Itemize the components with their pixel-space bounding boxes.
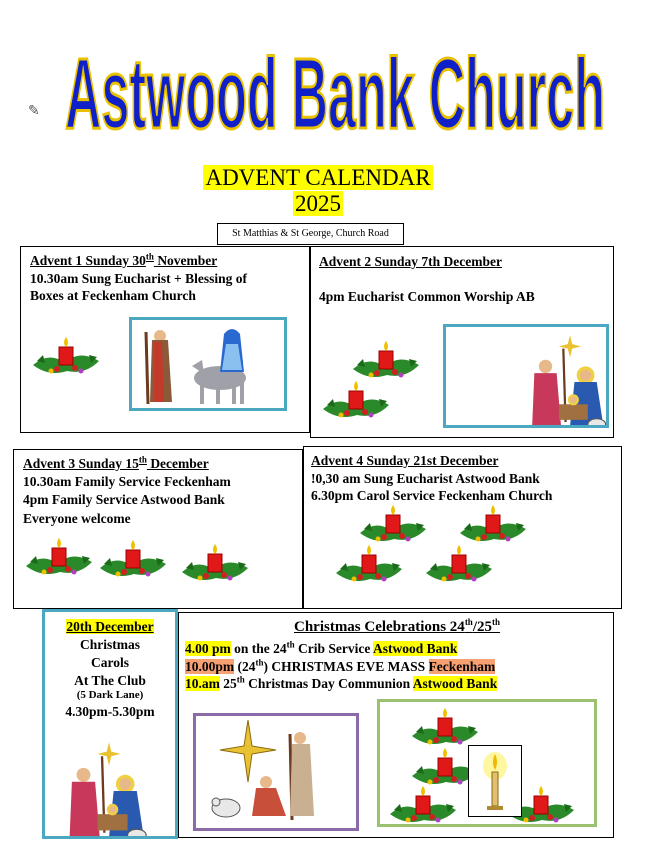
carols-line3: At The Club: [74, 673, 146, 688]
christmas-box: [178, 612, 614, 838]
advent1-line2: Boxes at Feckenham Church: [30, 288, 196, 303]
candle-wreath-icon: [456, 503, 532, 545]
pencil-icon: ✎: [28, 104, 40, 119]
candle-wreath-icon: [386, 784, 462, 826]
carols-line4: (5 Dark Lane): [76, 689, 144, 701]
holy-family-image: [443, 324, 609, 428]
advent4-box: [303, 446, 622, 609]
advent1-box: [20, 246, 310, 433]
advent2-line1: 4pm Eucharist Common Worship AB: [319, 289, 535, 304]
candle-wreath-icon: [332, 543, 408, 585]
church-title-wordart: [55, 20, 615, 160]
candle-wreath-icon: [22, 532, 98, 582]
subtitle-line1: ADVENT CALENDAR: [205, 165, 431, 190]
candle-wreath-icon: [29, 335, 105, 377]
carols-line1: Christmas: [80, 637, 140, 652]
christmas-row1: 4.00 pm on the 24th Crib Service Astwood Bank: [185, 639, 458, 656]
advent3-heading: Advent 3 Sunday 15th December: [23, 454, 209, 471]
subtitle-line2: 2025: [295, 191, 341, 216]
advent4-line2: 6.30pm Carol Service Feckenham Church: [311, 488, 553, 503]
shepherds-image: [193, 713, 359, 831]
carols-line2: Carols: [90, 655, 129, 670]
location-box: [217, 223, 404, 245]
subtitle: [201, 165, 435, 217]
candle-wreath-icon: [178, 542, 254, 584]
candle-wreath-icon: [96, 536, 172, 582]
star-shepherds-icon: [196, 716, 356, 828]
candles-image: [377, 699, 597, 827]
candle-wreath-icon: [349, 339, 425, 381]
christmas-heading: Christmas Celebrations 24th/25th: [293, 617, 501, 635]
advent3-line1: 10.30am Family Service Feckenham: [23, 474, 231, 489]
advent3-line2: 4pm Family Service Astwood Bank: [23, 492, 225, 507]
advent4-heading: Advent 4 Sunday 21st December: [311, 453, 499, 468]
location-text: St Matthias & St George, Church Road: [232, 228, 389, 239]
holy-family-icon: [49, 734, 161, 836]
advent3-line3: Everyone welcome: [23, 511, 131, 526]
candle-wreath-icon: [422, 543, 498, 585]
holy-family-icon: [446, 327, 606, 425]
church-title: Astwood Bank Church: [65, 38, 605, 150]
christmas-row2: 10.00pm (24th) CHRISTMAS EVE MASS Feckenham: [185, 657, 496, 674]
carols-time: 4.30pm-5.30pm: [65, 704, 155, 719]
mary-joseph-donkey-icon: [132, 320, 284, 408]
carols-box: [42, 609, 178, 839]
carols-date: 20th December: [66, 619, 154, 634]
advent2-box: [310, 246, 614, 438]
nativity-journey-image: [129, 317, 287, 411]
advent2-heading: Advent 2 Sunday 7th December: [319, 254, 503, 269]
candle-wreath-icon: [319, 379, 395, 421]
lit-candle-image: [468, 745, 522, 817]
candle-wreath-icon: [408, 706, 484, 748]
advent1-heading: Advent 1 Sunday 30th November: [30, 251, 218, 268]
advent4-line1: !0,30 am Sung Eucharist Astwood Bank: [311, 471, 540, 486]
advent1-line1: 10.30am Sung Eucharist + Blessing of: [30, 271, 247, 286]
christmas-row3: 10.am 25th Christmas Day Communion Astwood Bank: [185, 674, 498, 691]
candle-wreath-icon: [356, 503, 432, 545]
candle-icon: [469, 746, 521, 816]
advent3-box: [13, 449, 303, 609]
